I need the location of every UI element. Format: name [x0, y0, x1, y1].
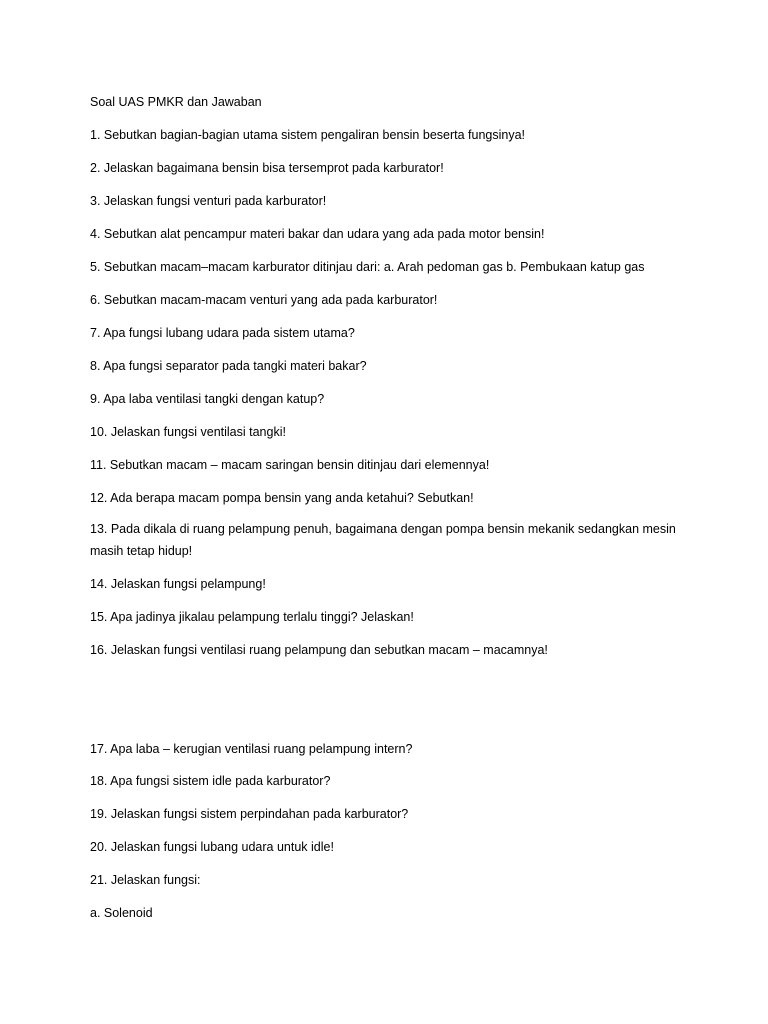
question-10: 10. Jelaskan fungsi ventilasi tangki! — [90, 425, 286, 439]
question-5: 5. Sebutkan macam–macam karburator ditinjau dari: a. Arah pedoman gas b. Pembukaan katup gas — [90, 260, 645, 274]
document-title: Soal UAS PMKR dan Jawaban — [90, 95, 262, 109]
question-14: 14. Jelaskan fungsi pelampung! — [90, 577, 266, 591]
question-11: 11. Sebutkan macam – macam saringan bensin ditinjau dari elemennya! — [90, 458, 490, 472]
question-8: 8. Apa fungsi separator pada tangki materi bakar? — [90, 359, 367, 373]
question-9: 9. Apa laba ventilasi tangki dengan katup? — [90, 392, 325, 406]
question-15: 15. Apa jadinya jikalau pelampung terlalu tinggi? Jelaskan! — [90, 610, 414, 624]
question-18: 18. Apa fungsi sistem idle pada karburator? — [90, 774, 331, 788]
question-3: 3. Jelaskan fungsi venturi pada karburator! — [90, 194, 327, 208]
question-7: 7. Apa fungsi lubang udara pada sistem utama? — [90, 326, 355, 340]
question-1: 1. Sebutkan bagian-bagian utama sistem pengaliran bensin beserta fungsinya! — [90, 128, 526, 142]
question-17: 17. Apa laba – kerugian ventilasi ruang pelampung intern? — [90, 742, 413, 756]
question-21-item-a: a. Solenoid — [90, 906, 153, 920]
question-6: 6. Sebutkan macam-macam venturi yang ada pada karburator! — [90, 293, 438, 307]
question-4: 4. Sebutkan alat pencampur materi bakar dan udara yang ada pada motor bensin! — [90, 227, 545, 241]
question-2: 2. Jelaskan bagaimana bensin bisa tersemprot pada karburator! — [90, 161, 444, 175]
question-12: 12. Ada berapa macam pompa bensin yang anda ketahui? Sebutkan! — [90, 491, 474, 505]
question-13: 13. Pada dikala di ruang pelampung penuh, bagaimana dengan pompa bensin mekanik sedangkan mesin masih tetap hidup! — [90, 522, 676, 558]
question-16: 16. Jelaskan fungsi ventilasi ruang pelampung dan sebutkan macam – macamnya! — [90, 643, 548, 657]
question-21: 21. Jelaskan fungsi: — [90, 873, 201, 887]
question-20: 20. Jelaskan fungsi lubang udara untuk idle! — [90, 840, 334, 854]
question-19: 19. Jelaskan fungsi sistem perpindahan pada karburator? — [90, 807, 409, 821]
